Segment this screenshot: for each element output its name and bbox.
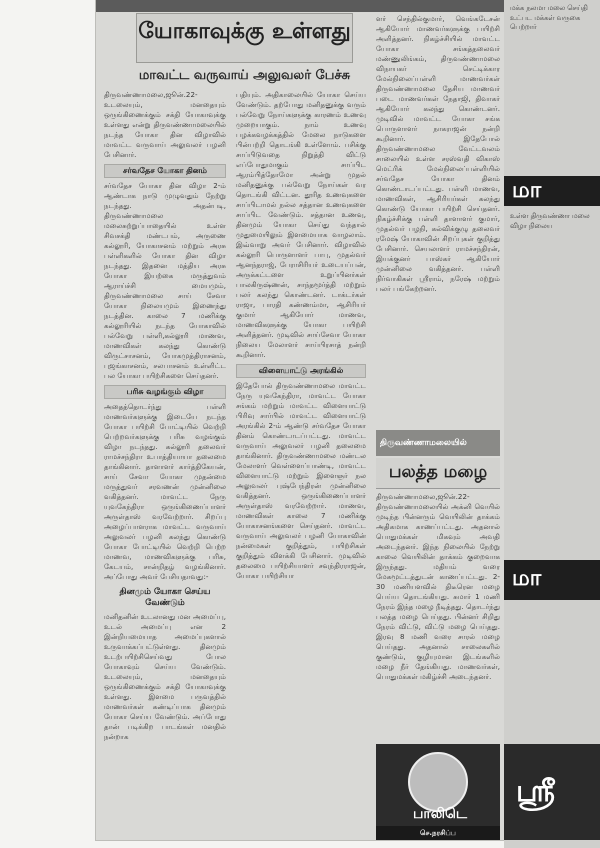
- advertisement-logo-icon: [408, 752, 468, 812]
- adjacent-heading-1: மா: [512, 178, 542, 203]
- column-3-text-1: ளர் செந்தில்குமார், வெங்கடேசன் ஆகியோர் மாணவர்களுக்கு பயிற்சி அளித்தனர். நிகழ்ச்சியில் மாவட்ட யோகா சங்கத்தலைவர் மண்ணுலிங்கம், திருவண்ணாமலை விநாயகர் செட்டிக்கார மேல்நிலைப்பள்ளி மாணவர்கள் திருவண்ணாமலை தேசிய மாணவர் படை மாணவர்கள் நேதாஜி, திவாகர் ஆகியோர் கலந்து கொண்டனர். முடிவில் மாவட்ட யோகா சங்க பொருளாளர் நாகராஜன் நன்றி கூறினார். இதேபோல் திருவண்ணாமலை வேட்டவலம் சாலையில் உள்ள சரஸ்வதி விகாஸ் மெட்ரிக் மேல்நிலைப்பள்ளியில் சர்வதேச யோகா தினம் கொண்டாடப்பட்டது. பள்ளி மாணவ, மாணவிகள், ஆசிரியர்கள் கலந்து கொண்டு யோகா பயிற்சி செய்தனர். நிகழ்ச்சிக்கு பள்ளி தாளாளர் குமார், முதல்வர் பழநி, கல்விக்குழு தலைவர் ரமேஷ் யோகாவின் சிறப்புகள் குறித்து பேசினார். செயலாளர் ராமச்சந்திரன், இயக்குனர் பாஸ்கர் ஆகியோர் முன்னிலை வகித்தனர். பள்ளி நிர்வாகிகள் ஸ்ரீராம், நரேஷ் மற்றும் பலர் பங்கேற்றனர்.: [376, 14, 500, 293]
- adjacent-heading-bar-1: [504, 176, 600, 206]
- section-title-prize-ceremony: பரிசு வழங்கும் விழா: [104, 385, 226, 399]
- previous-article-strip: [96, 0, 504, 12]
- section-title-stadium: விளையாட்டு அரங்கில்: [236, 364, 366, 378]
- adjacent-ad-block: [504, 744, 600, 840]
- article-column-2: [236, 90, 366, 830]
- article-column-3: [376, 14, 500, 424]
- section-text-yoga-day: சர்வதேச யோகா தின விழா 2-ம் ஆண்டாக நாடு முழுவதும் நேற்று நடந்தது. அதன்படி, திருவண்ணாமலை மலைசுற்றுப்பாதையில் உள்ள சிவசக்தி மண்டபம், அருணை கல்லூரி, யோகாசனம் மற்றும் அரசு பள்ளிகளில் யோகா தின விழா நடந்தது. இதனை மத்திய அரசு யோகா இயற்கை மருத்துவம் ஆராய்ச்சி மையமும், திருவண்ணாமலை சாய் சேவா யோகா நிலையமும் இணைந்து நடத்தின. காலை 7 மணிக்கு கல்லூரியில் நடந்த யோகாவில் பல்வேறு பள்ளி,கல்லூரி மாணவ, மாணவிகள் கலந்து கொண்டு விருட்சாசனம், யோகமுத்திராசனம், புஜங்காசனம், சலபாசனம் உள்ளிட்ட பல யோகா பயிற்சிகளை செய்தனர்.: [104, 181, 226, 380]
- section-text-prize-ceremony: அதைத்தொடர்ந்து பள்ளி மாணவர்களுக்கு இடையே நடந்த யோகா பயிற்சி போட்டியில் வெற்றி பெற்றவர்களுக்கு பரிசு வழங்கும் விழா நடந்தது. கல்லூரி தலைவர் ராமச்சந்திரா உபாத்தியாயா தலைமை தாங்கினார். தாளாளர் கார்த்திகேயன், சாய் சேவா யோகா முதன்மை மருத்துவர் சரவணன் முன்னிலை வகித்தனர். மாவட்ட நேரு யுவகேந்திரா ஒருங்கிணைப்பாளர் அருள்தாஸ் வரவேற்றார். சிறப்பு அழைப்பாளராக மாவட்ட வருவாய் அலுவலர் பழனி கலந்து கொண்டு யோகா போட்டியில் வெற்றி பெற்ற மாணவ, மாணவிகளுக்கு பரிசு, கேடயம், சான்றிதழ் வழங்கினார். அப்போது அவர் பேசியதாவது:-: [104, 402, 226, 581]
- article-subheadline: மாவட்ட வருவாய் அலுவலர் பேச்சு: [138, 68, 351, 83]
- adjacent-heading-2: மா: [512, 566, 542, 591]
- section-text-daily-yoga: மனிதனின் உடலானது மன அமைப்பு, உடல் அமைப்பு என 2 இன்றியமையாத அமைப்புகளால் உருவாக்கப்பட்டுள்ளது. தினமும் உடற்பயிற்சிசெய்வது போல யோகாவும் செய்ய வேண்டும். உடலையும், மனதையும் ஒருங்கிணைக்கும் சக்தி யோகாவுக்கு உள்ளது. இளமை பருவத்தில் மாணவர்கள் கண்டிப்பாக தினமும் யோகா செய்ய வேண்டும். அப்போது தான் படிக்கிற பாடங்கள் மனதில் நன்றாக: [104, 612, 226, 741]
- adjacent-text-2: உள்ள திருவண்ணா மலை விழா நிலைய: [510, 212, 590, 230]
- adjacent-text-1: மக்க நலமா மலை செய்தி உட்பட மக்கள் வருகை பெற்றார்: [510, 4, 588, 31]
- rain-headline: பலத்த மழை: [388, 462, 488, 482]
- rain-article-body: திருவண்ணாமலை,ஜூன்.22- திருவண்ணாமலையில் அக்னி வெயில் முடிந்த பின்னரும் வெயிலின் தாக்கம் அதிகமாக காணப்பட்டது. அதனால் பொதுமக்கள் மிகவும் அவதி அடைந்தனர். இந்த நிலையில் நேற்று காலை வெயிலின் தாக்கம் குறைவாக இருந்தது. மதியம் வரை மேகமூட்டத்துடன் காணப்பட்டது. 2-30 மணியளவில் திடீரென மழை பெய்ய தொடங்கியது. சுமார் 1 மணி நேரம் இந்த மழை நீடித்தது. தொடர்ந்து பலத்த மழை பெய்தது. பின்னர் சிறிது நேரம் விட்டு, விட்டு மழை பெய்தது. இரவு 8 மணி வரை சாரல் மழை பெய்தது. அதனால் சாலைகளில் குண்டும், குழியுமான இடங்களில் மழை நீர் தேங்கியது. மாணவர்கள், பொதுமக்கள் மகிழ்ச்சி அடைந்தனர்.: [376, 492, 500, 681]
- section-title-international-yoga-day: சர்வதேச யோகா தினம்: [104, 164, 226, 178]
- article-headline: யோகாவுக்கு உள்ளது: [138, 19, 351, 44]
- rain-headline-box: [376, 458, 500, 489]
- article-intro: திருவண்ணாமலை,ஜூன்.22- உடலையும், மனதையும் ஒருங்கிணைக்கும் சக்தி யோகாவுக்கு உள்ளது என்று திருவண்ணாமலையில் நடந்த யோகா தின விழாவில் மாவட்ட வருவாய் அலுவலர் பழனி பேசினார்.: [104, 90, 226, 159]
- advertisement-footer: செ.நரசிப்ப: [376, 826, 500, 840]
- column-2-text-1: பதியும். அதிகாலையில் யோகா செய்ய வேண்டும். தற்போது மனிதனுக்கு வரும் பல்வேறு நோய்களுக்கு காரணம் உணவு முறையாகும். நாம் உணவு பழக்கவழக்கத்தில் மேலை நாடுகளை பின்பற்றி தொடங்கி உள்ளோம். பசிக்கு சாப்பிடுவதை நிறுத்தி விட்டு எப்போதுமாகும் சாப்பிட ஆரம்பித்தோமோ அன்று முதல் மனிதனுக்கு பல்வேறு நோய்கள் வர தொடங்கி விட்டன. தூரித உணவுகளை சாப்பிடாமல் நல்ல சத்தான உணவுகளை சாப்பிட வேண்டும். சத்தான உணவு, தினமும் யோகா செய்து வந்தால் முதுமையிலும் இளமையாக வாழலாம். இவ்வாறு அவர் பேசினார். விழாவில் கல்லூரி பொருளாளர் பாபு, முதல்வர் ஆனந்தராஜ், பேராசிரியர் உடையப்பன், அருக்கட்டளை உறுப்பினர்கள் பாலகிருஷ்ணன், சாந்தமூர்த்தி மற்றும் பலர் கலந்து கொண்டனர். டாக்டர்கள் ராஜா, பாரதி கண்ணம்மா, ஆசிரியர் குமார் ஆகியோர் மாணவ, மாணவிகளுக்கு யோகா பயிற்சி அளித்தனர். முடிவில் சாய்சேவா யோகா நிலைய மேலாளர் சாய்பிரசாத் நன்றி கூறினார்.: [236, 90, 366, 359]
- adjacent-heading-bar-2: [504, 560, 600, 600]
- rain-photo-caption: திருவண்ணாமலையில்: [380, 438, 467, 448]
- rain-article-text: [376, 492, 500, 740]
- section-title-daily-yoga: தினமும் யோகா செய்ய வேண்டும்: [119, 587, 211, 608]
- headline-box: [136, 13, 353, 63]
- adjacent-ad-text: ஸ்ரீ: [516, 774, 556, 809]
- advertisement-brand: பாலிடெ: [412, 806, 468, 822]
- adjacent-clipping: [504, 0, 600, 848]
- column-2-text-2: இதேபோல் திருவண்ணாமலை மாவட்ட நேரு யுவகேந்திரா, மாவட்ட யோகா சங்கம் மற்றும் மாவட்ட விளையாட்டு பிரிவு சார்பில் மாவட்ட விளையாட்டு அரங்கில் 2-ம் ஆண்டு சர்வதேச யோகா தினம் கொண்டாடப்பட்டது. மாவட்ட வருவாய் அலுவலர் பழனி தலைமை தாங்கினார். திருவண்ணாமலை மண்டல மேலாளர் வெள்ளைப்பாண்டி, மாவட்ட விளையாட்டு மற்றும் இளைஞர் நல அலுவலர் புஷ்பேந்திரன் முன்னிலை வகித்தனர். ஒருங்கிணைப்பாளர் அருள்தாஸ் வரவேற்றார். மாணவ, மாணவிகள் காலை 7 மணிக்கு யோகாசனங்களை செய்தனர். மாவட்ட வருவாய் அலுவலர் பழனி யோகாவின் நன்மைகள் குறித்தும், பயிற்சிகள் குறித்தும் விளக்கி பேசினார். முடிவில் தலைமை பயிற்சியாளர் சவுந்திரராஜன், யோகா பயிற்சியா: [236, 381, 366, 580]
- newspaper-clipping: [96, 0, 504, 840]
- article-column-1: [104, 90, 226, 830]
